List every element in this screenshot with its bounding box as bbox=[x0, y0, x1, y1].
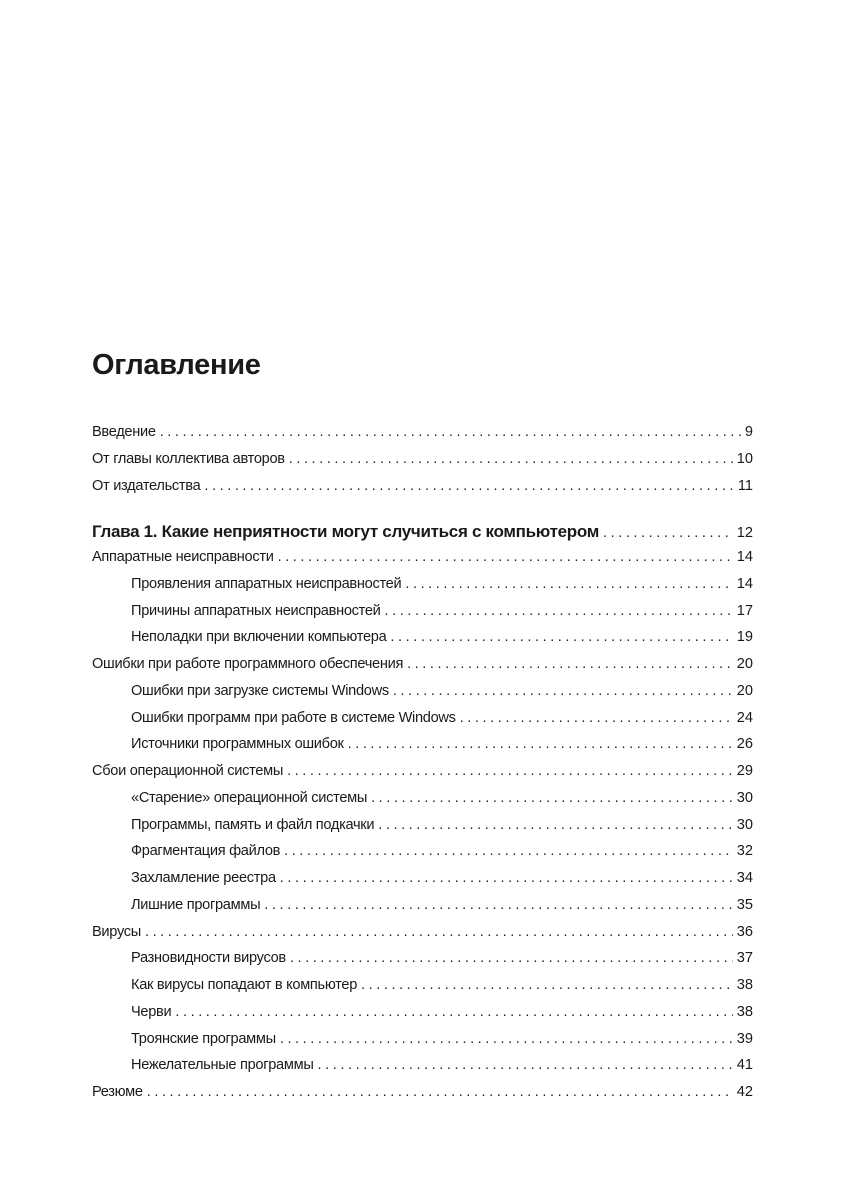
toc-entry[interactable] bbox=[92, 1031, 753, 1058]
dot-leader bbox=[405, 576, 732, 592]
toc-entry-label: Сбои операционной системы bbox=[92, 763, 284, 779]
toc-entry-page: 32 bbox=[736, 843, 753, 860]
toc-entry[interactable] bbox=[92, 924, 753, 951]
toc-entry-label: Черви bbox=[131, 1003, 172, 1020]
dot-leader bbox=[371, 790, 733, 806]
dot-leader bbox=[160, 424, 741, 440]
dot-leader bbox=[147, 1084, 733, 1100]
toc-entry[interactable] bbox=[92, 763, 753, 790]
dot-leader bbox=[603, 525, 733, 541]
toc-entry-label: Захламление реестра bbox=[131, 870, 276, 886]
page-title: Оглавление bbox=[92, 349, 261, 382]
dot-leader bbox=[280, 870, 733, 886]
toc-entry-label: Нежелательные программы bbox=[131, 1057, 314, 1074]
toc-entry-page: 11 bbox=[737, 477, 753, 494]
toc-entry-page: 41 bbox=[736, 1057, 753, 1074]
toc-entry[interactable] bbox=[92, 1004, 753, 1031]
toc-entry-page: 9 bbox=[744, 424, 753, 440]
toc-entry[interactable] bbox=[92, 843, 753, 870]
dot-leader bbox=[390, 629, 732, 645]
dot-leader bbox=[407, 656, 733, 672]
toc-entry-label: Ошибки программ при работе в системе Windows bbox=[131, 709, 456, 726]
toc-entry-page: 30 bbox=[736, 816, 753, 833]
dot-leader bbox=[287, 763, 733, 779]
toc-entry-page: 37 bbox=[736, 950, 753, 967]
dot-leader bbox=[175, 1004, 732, 1020]
toc-entry-label: От главы коллектива авторов bbox=[92, 450, 285, 467]
toc-entry-label: От издательства bbox=[92, 477, 201, 494]
toc-entry-label: Проявления аппаратных неисправностей bbox=[131, 575, 402, 592]
dot-leader bbox=[393, 683, 733, 699]
toc-entry-page: 20 bbox=[736, 656, 753, 672]
dot-leader bbox=[278, 549, 733, 565]
toc-entry-label: Троянские программы bbox=[131, 1030, 276, 1047]
toc-entry[interactable] bbox=[92, 478, 753, 505]
toc-entry-label: Глава 1. Какие неприятности могут случиться с компьютером bbox=[92, 522, 599, 542]
toc-entry-page: 30 bbox=[736, 789, 753, 806]
toc-entry-label: Разновидности вирусов bbox=[131, 950, 286, 967]
dot-leader bbox=[290, 950, 733, 966]
toc-entry[interactable] bbox=[92, 629, 753, 656]
toc-entry-page: 14 bbox=[736, 549, 753, 565]
dot-leader bbox=[280, 1031, 733, 1047]
toc-entry-page: 24 bbox=[736, 709, 753, 726]
table-of-contents bbox=[92, 424, 753, 1111]
toc-entry[interactable] bbox=[92, 451, 753, 478]
toc-entry-page: 20 bbox=[736, 682, 753, 699]
dot-leader bbox=[289, 451, 733, 467]
dot-leader bbox=[145, 924, 733, 940]
toc-entry-page: 38 bbox=[736, 1003, 753, 1020]
toc-entry[interactable] bbox=[92, 736, 753, 763]
toc-chapter-entry[interactable] bbox=[92, 522, 753, 549]
toc-entry-label: Программы, память и файл подкачки bbox=[131, 816, 375, 833]
toc-entry-label: Лишние программы bbox=[131, 896, 261, 913]
dot-leader bbox=[264, 897, 732, 913]
toc-entry[interactable] bbox=[92, 603, 753, 630]
dot-leader bbox=[284, 843, 733, 859]
toc-entry-label: «Старение» операционной системы bbox=[131, 789, 368, 806]
toc-entry-page: 19 bbox=[736, 629, 753, 646]
toc-entry[interactable] bbox=[92, 817, 753, 844]
toc-entry-page: 29 bbox=[736, 763, 753, 779]
toc-entry[interactable] bbox=[92, 790, 753, 817]
toc-entry-label: Введение bbox=[92, 424, 156, 440]
toc-entry-page: 14 bbox=[736, 575, 753, 592]
toc-entry[interactable] bbox=[92, 977, 753, 1004]
toc-entry[interactable] bbox=[92, 710, 753, 737]
toc-entry-label: Причины аппаратных неисправностей bbox=[131, 602, 381, 619]
toc-entry[interactable] bbox=[92, 950, 753, 977]
toc-entry-page: 34 bbox=[736, 870, 753, 886]
toc-entry-label: Неполадки при включении компьютера bbox=[131, 629, 387, 646]
dot-leader bbox=[385, 603, 733, 619]
toc-entry[interactable] bbox=[92, 576, 753, 603]
toc-entry-page: 38 bbox=[736, 977, 753, 993]
toc-entry[interactable] bbox=[92, 549, 753, 576]
toc-entry-label: Ошибки при загрузке системы Windows bbox=[131, 682, 389, 699]
toc-entry-page: 26 bbox=[736, 736, 753, 753]
dot-leader bbox=[204, 478, 733, 494]
toc-entry-label: Ошибки при работе программного обеспечения bbox=[92, 656, 404, 672]
toc-entry-page: 39 bbox=[736, 1030, 753, 1047]
toc-entry-page: 36 bbox=[736, 923, 753, 940]
toc-entry[interactable] bbox=[92, 424, 753, 451]
toc-entry[interactable] bbox=[92, 1084, 753, 1111]
toc-entry-label: Аппаратные неисправности bbox=[92, 549, 274, 565]
toc-entry-label: Источники программных ошибок bbox=[131, 736, 344, 753]
toc-entry-page: 10 bbox=[736, 450, 753, 467]
toc-entry-label: Фрагментация файлов bbox=[131, 843, 281, 860]
dot-leader bbox=[460, 710, 733, 726]
dot-leader bbox=[361, 977, 733, 993]
toc-entry-page: 17 bbox=[736, 602, 753, 619]
toc-entry[interactable] bbox=[92, 870, 753, 897]
toc-entry[interactable] bbox=[92, 656, 753, 683]
dot-leader bbox=[348, 736, 733, 752]
toc-entry-page: 42 bbox=[736, 1084, 753, 1100]
toc-entry-label: Как вирусы попадают в компьютер bbox=[131, 977, 358, 993]
toc-entry[interactable] bbox=[92, 897, 753, 924]
toc-entry-label: Резюме bbox=[92, 1084, 143, 1100]
toc-entry[interactable] bbox=[92, 1057, 753, 1084]
dot-leader bbox=[318, 1057, 733, 1073]
dot-leader bbox=[378, 817, 733, 833]
toc-entry-page: 35 bbox=[736, 896, 753, 913]
toc-entry-label: Вирусы bbox=[92, 923, 141, 940]
toc-entry[interactable] bbox=[92, 683, 753, 710]
toc-entry-page: 12 bbox=[736, 525, 753, 542]
